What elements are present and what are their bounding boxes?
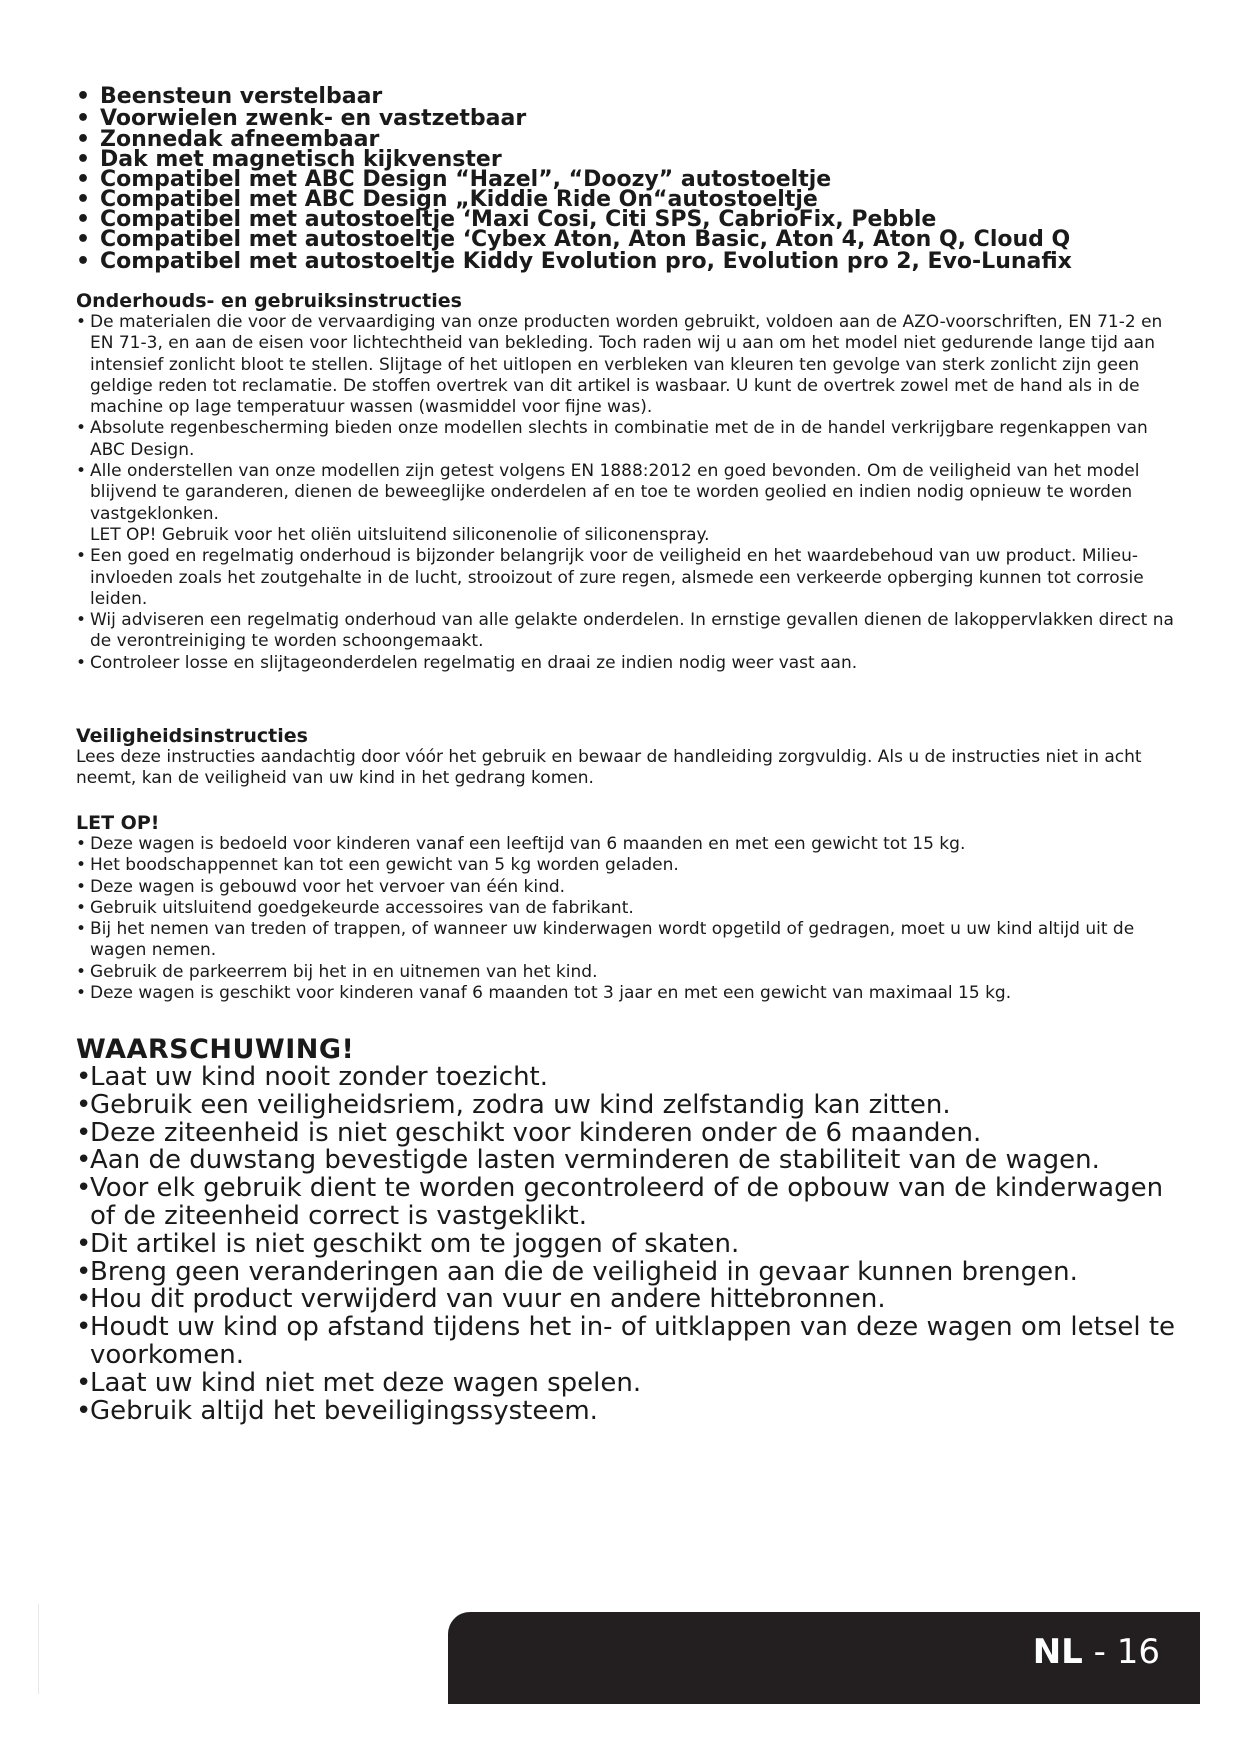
list-item: • Deze wagen is gebouwd voor het vervoer van één kind.	[76, 876, 566, 897]
warning-section	[76, 1036, 1186, 1425]
list-item: • Het boodschappennet kan tot een gewicht van 5 kg worden geladen.	[76, 855, 679, 876]
page-separator: -	[1082, 1632, 1117, 1672]
warning-item: •Dit artikel is niet geschikt om te joggen of skaten.	[76, 1228, 740, 1259]
bullet: •	[76, 106, 91, 131]
safety-section	[76, 726, 1186, 790]
list-item: • Controleer losse en slijtageonderdelen regelmatig en draai ze indien nodig weer vast aan.	[76, 652, 858, 673]
feature-item: • Compatibel met autostoeltje ‘Cybex Aton, Aton Basic, Aton 4, Aton Q, Cloud Q	[76, 227, 1071, 252]
list-item: • Deze wagen is geschikt voor kinderen vanaf 6 maanden tot 3 jaar en met een gewicht van maximaal 15 kg.	[76, 983, 1012, 1004]
list-item: • Een goed en regelmatig onderhoud is bijzonder belangrijk voor de veiligheid en het waardebehoud van uw product. Milieu-invloeden zoals het zoutgehalte in de lucht, strooizout of zure regen, alsmede een verkeerde opberging kunnen tot corrosie leiden.	[76, 546, 1144, 609]
maintenance-list	[76, 312, 1186, 525]
attention-heading: LET OP!	[76, 812, 160, 834]
warning-item: •Laat uw kind nooit zonder toezicht.	[76, 1062, 549, 1092]
bullet: •	[76, 187, 91, 212]
warning-item: •Gebruik een veiligheidsriem, zodra uw kind zelfstandig kan zitten.	[76, 1089, 951, 1120]
attention-section	[76, 813, 1186, 1004]
maintenance-list-continued	[76, 546, 1186, 674]
feature-item: • Compatibel met ABC Design „Kiddie Ride On“autostoeltje	[76, 187, 818, 212]
warning-item: •Hou dit product verwijderd van vuur en andere hittebronnen.	[76, 1284, 886, 1315]
language-code: NL	[1032, 1632, 1083, 1672]
feature-item: • Compatibel met autostoeltje Kiddy Evolution pro, Evolution pro 2, Evo-Lunafix	[76, 249, 1072, 274]
feature-item: • Beensteun verstelbaar	[76, 84, 383, 109]
safety-heading: Veiligheidsinstructies	[76, 725, 308, 747]
list-item: • Gebruik de parkeerrem bij het in en uitnemen van het kind.	[76, 961, 598, 982]
bullet: •	[76, 127, 91, 152]
footer-bar	[448, 1612, 1200, 1704]
feature-item: • Compatibel met autostoeltje ‘Maxi Cosi, Citi SPS, CabrioFix, Pebble	[76, 207, 937, 232]
attention-list	[76, 834, 1186, 1004]
list-item: • Deze wagen is bedoeld voor kinderen vanaf een leeftijd van 6 maanden en met een gewicht tot 15 kg.	[76, 834, 966, 854]
safety-text: Lees deze instructies aandachtig door vóór het gebruik en bewaar de handleiding zorgvuldig. Als u de instructies niet in acht neemt, kan de veiligheid van uw kind in het gedrang komen.	[76, 747, 1142, 789]
bullet: •	[76, 227, 91, 252]
page-number-label	[1033, 1632, 1160, 1672]
warning-list	[76, 1064, 1186, 1425]
warning-item: •Aan de duwstang bevestigde lasten verminderen de stabiliteit van de wagen.	[76, 1145, 1100, 1176]
warning-item: •Breng geen veranderingen aan die de veiligheid in gevaar kunnen brengen.	[76, 1256, 1078, 1287]
list-item: • Bij het nemen van treden of trappen, of wanneer uw kinderwagen wordt opgetild of gedragen, moet u uw kind altijd uit de wagen nemen.	[76, 919, 1135, 961]
bullet: •	[76, 167, 91, 192]
feature-item: • Zonnedak afneembaar	[76, 127, 380, 152]
margin-divider	[38, 1604, 39, 1694]
bullet: •	[76, 249, 91, 274]
maintenance-section	[76, 291, 1186, 674]
feature-item: • Voorwielen zwenk- en vastzetbaar	[76, 106, 527, 131]
warning-item: •Houdt uw kind op afstand tijdens het in- of uitklappen van deze wagen om letsel te voorkomen.	[76, 1312, 1176, 1370]
list-item: • De materialen die voor de vervaardiging van onze producten worden gebruikt, voldoen aan de AZO-voorschriften, EN 71-2 en EN 71-3, en aan de eisen voor lichtechtheid van bekleding. Toch raden wij u aan om het model niet gedurende lange tijd aan intensief zonlicht bloot te stellen. Slijtage of het uitlopen en verbleken van kleuren ten gevolge van sterk zonlicht zijn geen geldige reden tot reclamatie. De stoffen overtrek van dit artikel is wasbaar. U kunt de overtrek zowel met de hand als in de machine op lage temperatuur wassen (wasmiddel voor fijne was).	[76, 312, 1163, 418]
warning-item: •Laat uw kind niet met deze wagen spelen.	[76, 1367, 642, 1398]
list-item: • Alle onderstellen van onze modellen zijn getest volgens EN 1888:2012 en goed bevonden. Om de veiligheid van het model blijvend te garanderen, dienen de beweeglijke onderdelen af en toe te worden geolied en indien nodig opnieuw te worden vastgeklonken.	[76, 461, 1140, 524]
feature-list	[76, 86, 1196, 272]
warning-heading: WAARSCHUWING!	[76, 1034, 355, 1065]
list-item: • Absolute regenbescherming bieden onze modellen slechts in combinatie met de in de handel verkrijgbare regenkappen van ABC Design.	[76, 418, 1148, 460]
bullet: •	[76, 84, 91, 109]
page-number: 16	[1116, 1632, 1160, 1672]
warning-item: •Gebruik altijd het beveiligingssysteem.	[76, 1395, 598, 1426]
oil-note: LET OP! Gebruik voor het oliën uitsluitend siliconenolie of siliconenspray.	[90, 524, 710, 545]
feature-item: • Dak met magnetisch kijkvenster	[76, 147, 502, 172]
warning-item: •Deze ziteenheid is niet geschikt voor kinderen onder de 6 maanden.	[76, 1117, 982, 1148]
list-item: • Gebruik uitsluitend goedgekeurde accessoires van de fabrikant.	[76, 897, 634, 918]
warning-item: •Voor elk gebruik dient te worden gecontroleerd of de opbouw van de kinderwagen of de ziteenheid correct is vastgeklikt.	[76, 1173, 1164, 1231]
bullet: •	[76, 207, 91, 232]
feature-item: • Compatibel met ABC Design “Hazel”, “Doozy” autostoeltje	[76, 167, 832, 192]
list-item: • Wij adviseren een regelmatig onderhoud van alle gelakte onderdelen. In ernstige gevallen dienen de lakoppervlakken direct na de verontreiniging te worden schoongemaakt.	[76, 610, 1174, 652]
bullet: •	[76, 147, 91, 172]
maintenance-heading: Onderhouds- en gebruiksinstructies	[76, 290, 462, 312]
